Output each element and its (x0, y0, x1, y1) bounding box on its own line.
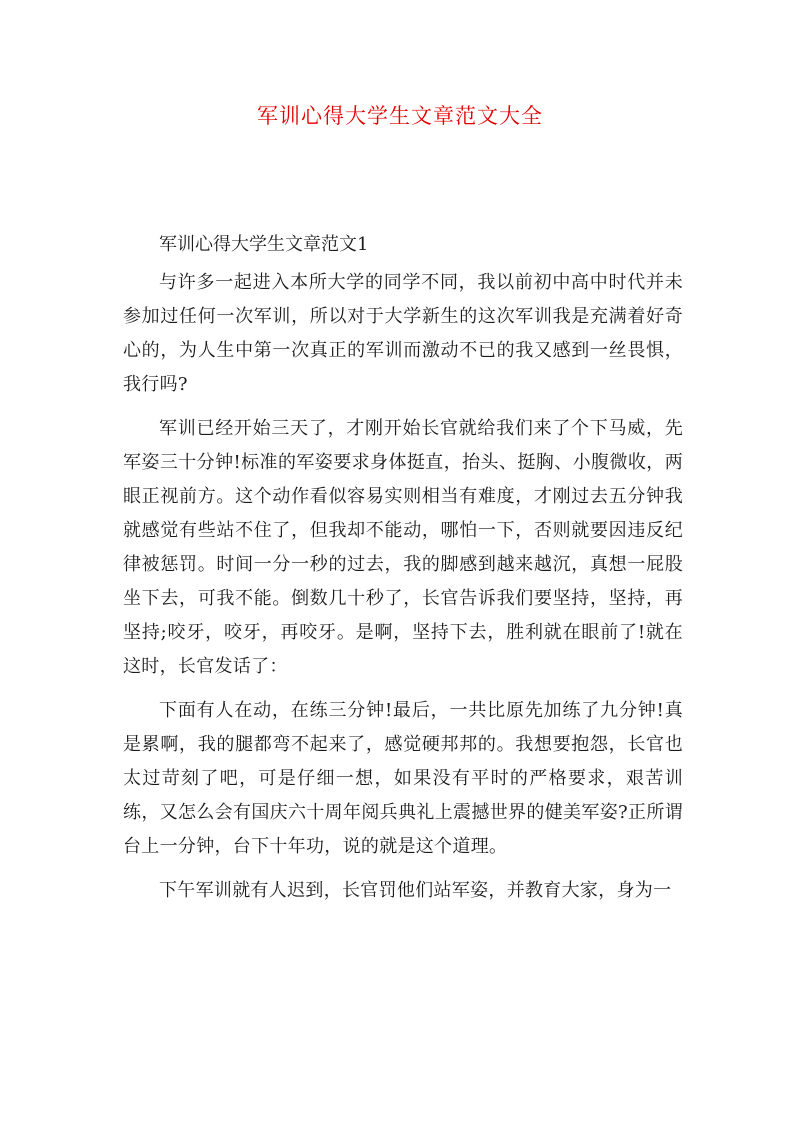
document-body (123, 228, 683, 918)
section-heading: 军训心得大学生文章范文1 (159, 234, 369, 255)
paragraph-1: 与许多一起进入本所大学的同学不同，我以前初中高中时代并未参加过任何一次军训，所以对于大学新生的这次军训我是充满着好奇心的，为人生中第一次真正的军训而激动不已的我又感到一丝畏惧，我行吗? (123, 272, 683, 395)
paragraph-4: 下午军训就有人迟到，长官罚他们站军姿，并教育大家，身为一 (159, 880, 672, 901)
document-title: 军训心得大学生文章范文大全 (257, 104, 543, 128)
paragraph-3: 下面有人在动，在练三分钟!最后，一共比原先加练了九分钟!真是累啊，我的腿都弯不起来了，感觉硬邦邦的。我想要抱怨，长官也太过苛刻了吧，可是仔细一想，如果没有平时的严格要求，艰苦训练，又怎么会有国庆六十周年阅兵典礼上震撼世界的健美军姿?正所谓台上一分钟，台下十年功，说的就是这个道理。 (123, 700, 683, 857)
paragraph-2: 军训已经开始三天了，才刚开始长官就给我们来了个下马威，先军姿三十分钟!标准的军姿要求身体挺直，抬头、挺胸、小腹微收，两眼正视前方。这个动作看似容易实则相当有难度，才刚过去五分钟我就感觉有些站不住了，但我却不能动，哪怕一下，否则就要因违反纪律被惩罚。时间一分一秒的过去，我的脚感到越来越沉，真想一屁股坐下去，可我不能。倒数几十秒了，长官告诉我们要坚持，坚持，再坚持;咬牙，咬牙，再咬牙。是啊，坚持下去，胜利就在眼前了!就在这时，长官发话了： (123, 418, 683, 677)
